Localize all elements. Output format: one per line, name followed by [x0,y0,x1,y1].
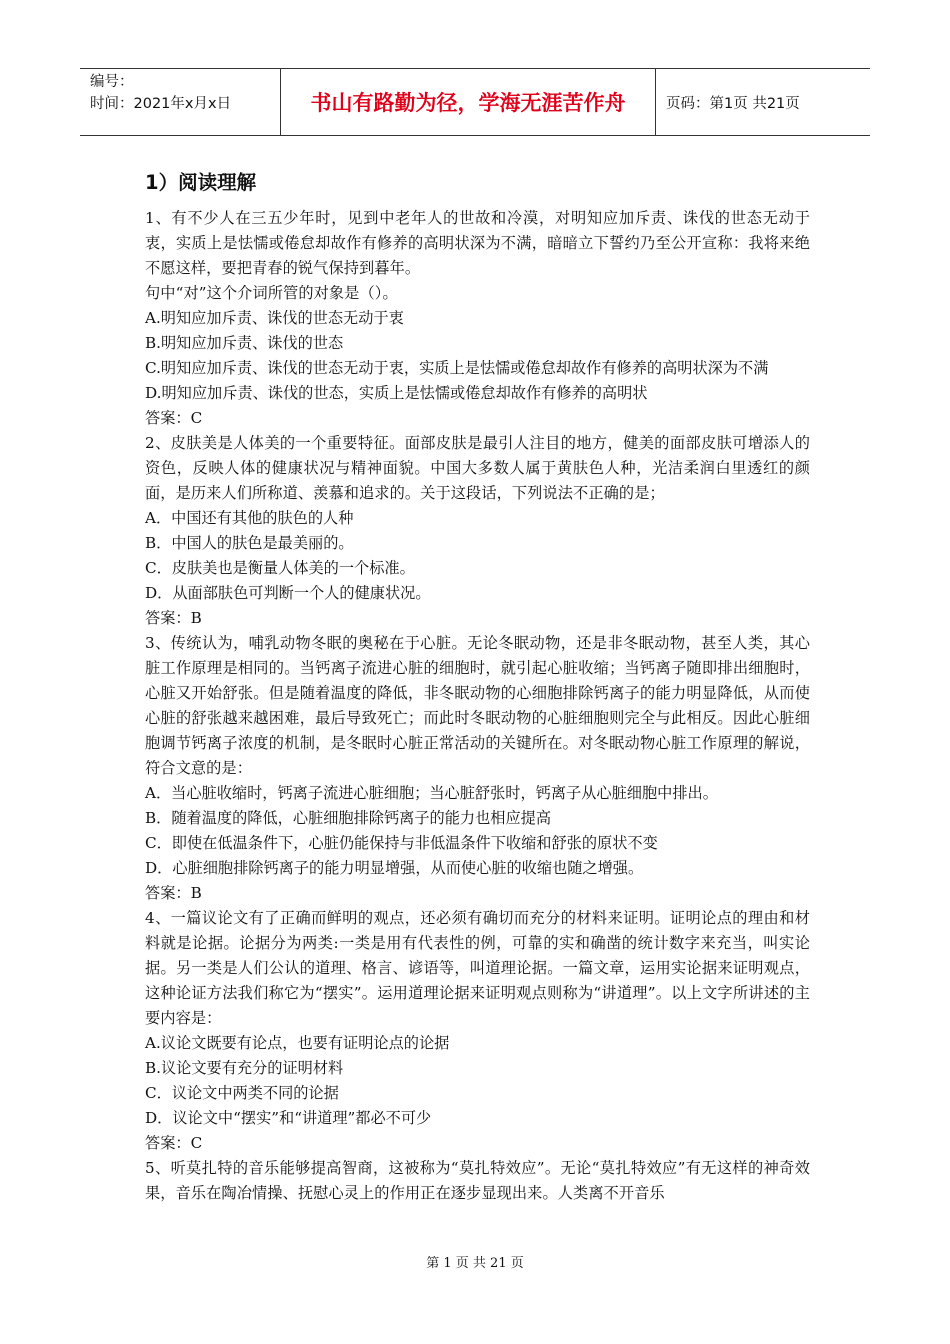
option-b: B.议论文要有充分的证明材料 [145,1059,344,1077]
section-title: 1）阅读理解 [145,171,257,194]
option-c: C．议论文中两类不同的论据 [145,1084,339,1102]
option-a: A.议论文既要有论点，也要有证明论点的论据 [145,1034,450,1052]
option-d: D.明知应加斥责、诛伐的世态，实质上是怯懦或倦怠却故作有修养的高明状 [145,384,648,402]
page-info: 页码：第1页 共21页 [666,95,800,112]
answer: 答案：B [145,609,202,627]
page-footer: 第 1 页 共 21 页 [426,1256,524,1271]
option-a: A．当心脏收缩时，钙离子流进心脏细胞；当心脏舒张时，钙离子从心脏细胞中排出。 [145,784,718,802]
question-5 [145,1156,810,1206]
option-d: D．从面部肤色可判断一个人的健康状况。 [145,584,431,602]
answer: 答案：C [145,409,203,427]
option-b: B.明知应加斥责、诛伐的世态 [145,334,344,352]
question-stem: 2、皮肤美是人体美的一个重要特征。面部皮肤是最引人注目的地方，健美的面部皮肤可增添人的资色，反映人体的健康状况与精神面貌。中国大多数人属于黄肤色人种，光洁柔润白里透红的颜面，是历来人们所称道、羡慕和追求的。关于这段话，下列说法不正确的是； [145,434,810,502]
question-stem: 3、传统认为，哺乳动物冬眠的奥秘在于心脏。无论冬眠动物，还是非冬眠动物，甚至人类，其心脏工作原理是相同的。当钙离子流进心脏的细胞时，就引起心脏收缩；当钙离子随即排出细胞时，心脏又开始舒张。但是随着温度的降低，非冬眠动物的心细胞排除钙离子的能力明显降低，从而使心脏的舒张越来越困难，最后导致死亡；而此时冬眠动物的心脏细胞则完全与此相反。因此心脏细胞调节钙离子浓度的机制，是冬眠时心脏正常活动的关键所在。对冬眠动物心脏工作原理的解说，符合文意的是： [145,634,810,777]
time-label: 时间：2021年x月x日 [90,96,232,112]
option-c: C.明知应加斥责、诛伐的世态无动于衷，实质上是怯懦或倦怠却故作有修养的高明状深为不满 [145,359,769,377]
page-header [80,68,870,136]
number-label: 编号： [90,74,134,90]
motto: 书山有路勤为径，学海无涯苦作舟 [310,91,626,115]
option-a: A．中国还有其他的肤色的人种 [145,509,354,527]
option-d: D．心脏细胞排除钙离子的能力明显增强，从而使心脏的收缩也随之增强。 [145,859,644,877]
question-prompt: 句中“对”这个介词所管的对象是（）。 [145,284,398,302]
question-stem: 4、一篇议论文有了正确而鲜明的观点，还必须有确切而充分的材料来证明。证明论点的理由和材料就是论据。论据分为两类:一类是用有代表性的例，可靠的实和确凿的统计数字来充当，叫实论据。另一类是人们公认的道理、格言、谚语等，叫道理论据。一篇文章，运用实论据来证明观点，这种论证方法我们称它为“摆实”。运用道理论据来证明观点则称为“讲道理”。以上文字所讲述的主要内容是： [145,909,810,1027]
option-b: B．随着温度的降低，心脏细胞排除钙离子的能力也相应提高 [145,809,552,827]
option-c: C．即使在低温条件下，心脏仍能保持与非低温条件下收缩和舒张的原状不变 [145,834,658,852]
document-body [145,168,810,1206]
option-a: A.明知应加斥责、诛伐的世态无动于衷 [145,309,404,327]
answer: 答案：C [145,1134,203,1152]
option-d: D．议论文中“摆实”和“讲道理”都必不可少 [145,1109,432,1127]
question-stem: 1、有不少人在三五少年时，见到中老年人的世故和冷漠，对明知应加斥责、诛伐的世态无动于衷，实质上是怯懦或倦怠却故作有修养的高明状深为不满，暗暗立下誓约乃至公开宣称：我将来绝不愿这样，要把青春的锐气保持到暮年。 [145,209,810,277]
header-motto-cell [280,69,656,135]
question-stem: 5、听莫扎特的音乐能够提高智商，这被称为“莫扎特效应”。无论“莫扎特效应”有无这样的神奇效果，音乐在陶冶情操、抚慰心灵上的作用正在逐步显现出来。人类离不开音乐 [145,1159,810,1202]
header-meta [80,69,280,135]
option-b: B．中国人的肤色是最美丽的。 [145,534,354,552]
option-c: C．皮肤美也是衡量人体美的一个标准。 [145,559,415,577]
header-page-info [656,69,870,135]
question-3 [145,631,810,906]
question-4 [145,906,810,1156]
question-2 [145,431,810,631]
question-1 [145,206,810,431]
answer: 答案：B [145,884,202,902]
